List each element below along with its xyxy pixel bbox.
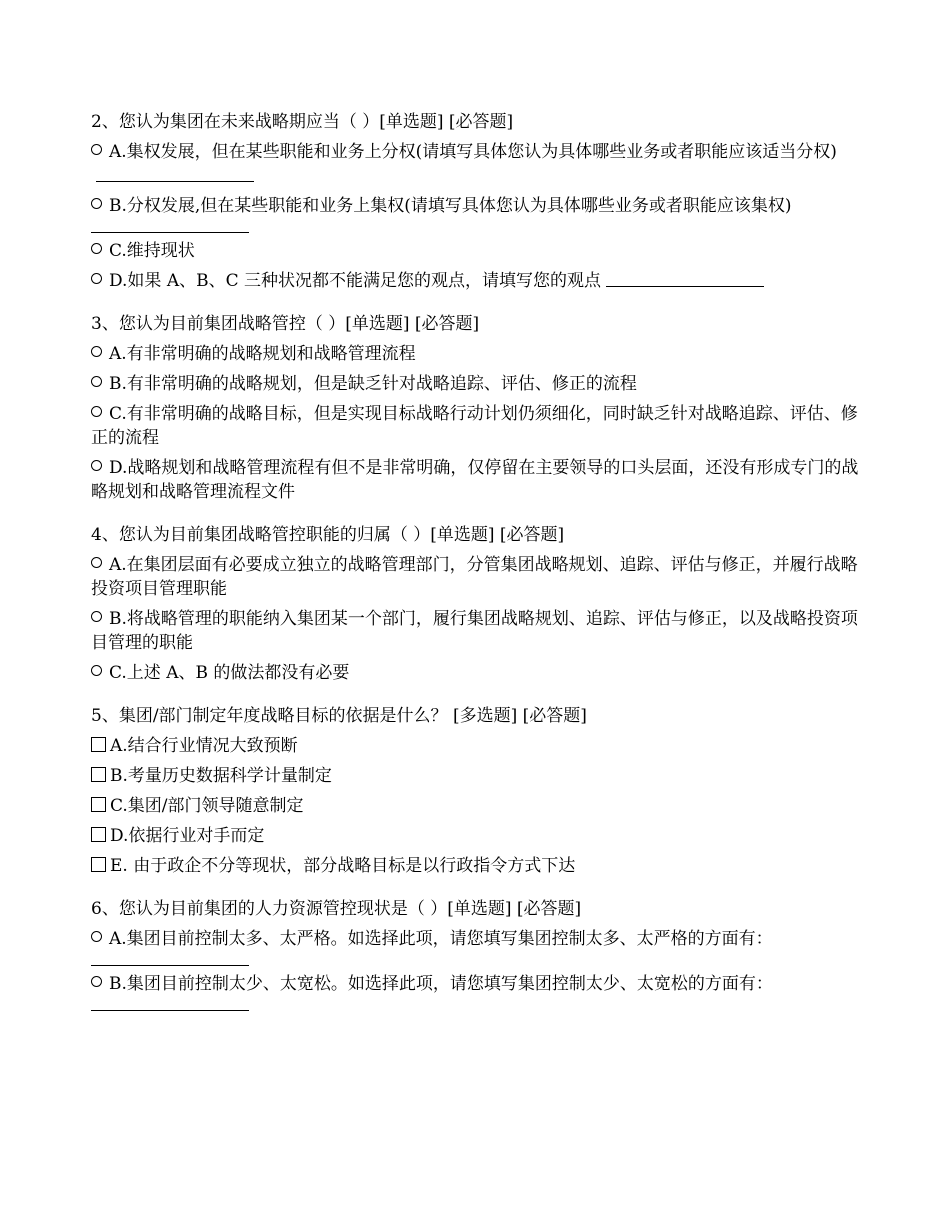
option-2b[interactable] xyxy=(91,194,863,233)
option-label: C.维持现状 xyxy=(109,241,195,261)
radio-icon[interactable] xyxy=(91,144,102,155)
checkbox-icon[interactable] xyxy=(91,737,106,752)
option-label: D.依据行业对手而定 xyxy=(110,826,265,846)
option-2d[interactable] xyxy=(91,269,863,293)
option-6a[interactable] xyxy=(91,927,863,966)
option-5a[interactable] xyxy=(91,734,863,758)
question-title: 3、您认为目前集团战略管控（ ）[单选题] [必答题] xyxy=(91,314,480,334)
option-4a[interactable] xyxy=(91,553,863,601)
radio-icon[interactable] xyxy=(91,665,102,676)
fill-blank-field[interactable] xyxy=(606,269,764,287)
radio-icon[interactable] xyxy=(91,376,102,387)
question-2 xyxy=(91,110,863,293)
option-label: B.考量历史数据科学计量制定 xyxy=(110,766,332,786)
radio-icon[interactable] xyxy=(91,931,102,942)
option-3a[interactable] xyxy=(91,342,863,366)
option-3b[interactable] xyxy=(91,372,863,396)
option-5b[interactable] xyxy=(91,764,863,788)
option-label: A.结合行业情况大致预断 xyxy=(110,736,298,756)
fill-blank-field[interactable] xyxy=(91,951,249,966)
option-label: A.集团目前控制太多、太严格。如选择此项，请您填写集团控制太多、太严格的方面有： xyxy=(109,929,773,949)
radio-icon[interactable] xyxy=(91,406,102,417)
radio-icon[interactable] xyxy=(91,557,102,568)
option-5e[interactable] xyxy=(91,854,863,878)
radio-icon[interactable] xyxy=(91,460,102,471)
checkbox-icon[interactable] xyxy=(91,827,106,842)
option-label: B.分权发展,但在某些职能和业务上集权(请填写具体您认为具体哪些业务或者职能应该集权) xyxy=(109,196,792,216)
radio-icon[interactable] xyxy=(91,243,102,254)
radio-icon[interactable] xyxy=(91,198,102,209)
radio-icon[interactable] xyxy=(91,346,102,357)
question-title: 5、集团/部门制定年度战略目标的依据是什么？ [多选题] [必答题] xyxy=(91,706,587,726)
radio-icon[interactable] xyxy=(91,273,102,284)
question-title: 4、您认为目前集团战略管控职能的归属（ ）[单选题] [必答题] xyxy=(91,525,565,545)
question-3 xyxy=(91,312,863,504)
option-label: D.战略规划和战略管理流程有但不是非常明确，仅停留在主要领导的口头层面，还没有形成专门的战略规划和战略管理流程文件 xyxy=(91,458,859,502)
option-label: C.上述 A、B 的做法都没有必要 xyxy=(109,663,350,683)
option-label: B.将战略管理的职能纳入集团某一个部门，履行集团战略规划、追踪、评估与修正，以及战略投资项目管理的职能 xyxy=(91,609,858,653)
option-label: B.有非常明确的战略规划，但是缺乏针对战略追踪、评估、修正的流程 xyxy=(109,374,637,394)
option-3d[interactable] xyxy=(91,456,863,504)
fill-blank-field[interactable] xyxy=(91,996,249,1011)
fill-blank-field[interactable] xyxy=(91,218,249,233)
radio-icon[interactable] xyxy=(91,611,102,622)
checkbox-icon[interactable] xyxy=(91,797,106,812)
option-4b[interactable] xyxy=(91,607,863,655)
question-title: 6、您认为目前集团的人力资源管控现状是（ ）[单选题] [必答题] xyxy=(91,899,582,919)
radio-icon[interactable] xyxy=(91,976,102,987)
checkbox-icon[interactable] xyxy=(91,857,106,872)
option-label: D.如果 A、B、C 三种状况都不能满足您的观点，请填写您的观点 xyxy=(109,271,602,291)
option-5d[interactable] xyxy=(91,824,863,848)
question-title: 2、您认为集团在未来战略期应当（ ）[单选题] [必答题] xyxy=(91,112,514,132)
option-label: A.集权发展，但在某些职能和业务上分权(请填写具体您认为具体哪些业务或者职能应该适当分权) xyxy=(109,142,837,162)
option-label: C.集团/部门领导随意制定 xyxy=(110,796,304,816)
option-label: A.有非常明确的战略规划和战略管理流程 xyxy=(109,344,416,364)
option-label: A.在集团层面有必要成立独立的战略管理部门，分管集团战略规划、追踪、评估与修正，并履行战略投资项目管理职能 xyxy=(91,555,858,599)
question-4 xyxy=(91,523,863,685)
question-5 xyxy=(91,704,863,878)
fill-blank-field[interactable] xyxy=(96,164,254,182)
question-6 xyxy=(91,897,863,1011)
option-5c[interactable] xyxy=(91,794,863,818)
option-label: C.有非常明确的战略目标，但是实现目标战略行动计划仍须细化，同时缺乏针对战略追踪、评估、修正的流程 xyxy=(91,404,858,448)
option-2c[interactable] xyxy=(91,239,863,263)
checkbox-icon[interactable] xyxy=(91,767,106,782)
option-4c[interactable] xyxy=(91,661,863,685)
option-3c[interactable] xyxy=(91,402,863,450)
option-6b[interactable] xyxy=(91,972,863,1011)
questionnaire-page xyxy=(91,110,863,1030)
option-2a[interactable] xyxy=(91,140,863,188)
option-label: E. 由于政企不分等现状，部分战略目标是以行政指令方式下达 xyxy=(110,856,576,876)
option-label: B.集团目前控制太少、太宽松。如选择此项，请您填写集团控制太少、太宽松的方面有： xyxy=(109,974,773,994)
